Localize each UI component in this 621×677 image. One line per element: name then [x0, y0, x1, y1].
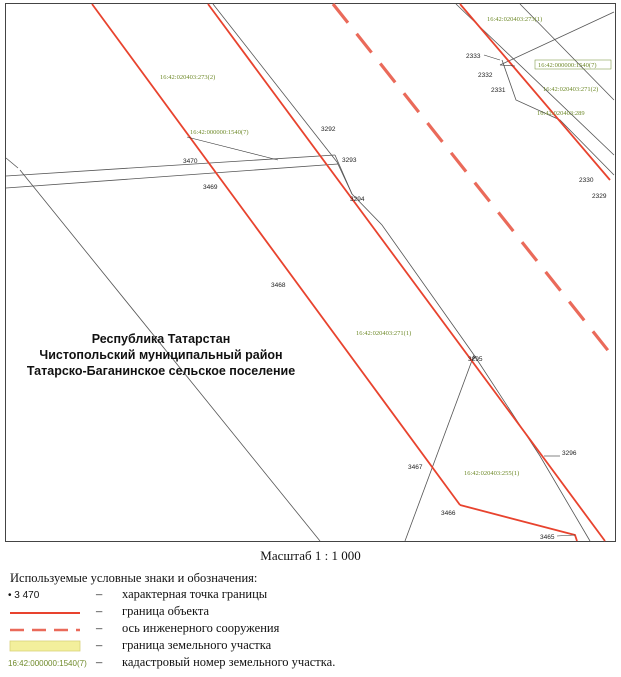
dashed-line-swatch: [8, 621, 83, 638]
red-line-swatch: [8, 604, 83, 621]
cadastral-labels: [160, 16, 611, 477]
map-scale: Масштаб 1 : 1 000: [260, 548, 361, 563]
legend-dash: –: [96, 655, 103, 669]
point-label: 2332: [478, 72, 493, 79]
legend-point-sample: • 3 470: [8, 590, 40, 601]
region-line: Татарско-Баганинское сельское поселение: [26, 364, 296, 378]
point-label: 2333: [466, 53, 481, 60]
parcel-lines: [6, 4, 614, 541]
cadastral-label: 16:42:000000:1540(7): [538, 62, 597, 69]
legend-title: Используемые условные знаки и обозначения:: [10, 571, 258, 585]
legend-row-cadastral: [8, 655, 608, 672]
legend-dash: –: [96, 604, 103, 618]
point-label: 3470: [183, 158, 198, 165]
cadastral-label: 16:42:020403:271(1): [356, 330, 412, 337]
leader-lines: [187, 55, 575, 536]
cadastral-label: 16:42:020403:271(2): [543, 86, 599, 93]
region-caption: [27, 332, 295, 378]
legend-cadastral-sample: 16:42:000000:1540(7): [8, 659, 87, 668]
legend-row-parcel-boundary: [8, 638, 608, 655]
point-label: 3466: [441, 510, 456, 517]
legend-dash: –: [96, 638, 103, 652]
legend-row-engineering-axis: [8, 621, 608, 638]
object-boundaries: [92, 4, 610, 541]
point-label: 2331: [491, 87, 506, 94]
region-line: Чистопольский муниципальный район: [39, 348, 283, 362]
legend-row-object-boundary: [8, 604, 608, 621]
cadastral-label: 16:42:000000:1540(7): [190, 129, 249, 136]
point-label: 3294: [350, 196, 365, 203]
region-line: Республика Татарстан: [91, 332, 231, 346]
point-label: 3293: [342, 157, 357, 164]
cadastral-label: 16:42:020403:289: [537, 110, 585, 117]
legend-dash: –: [96, 621, 103, 635]
point-label: 3295: [468, 356, 483, 363]
point-labels: [183, 53, 607, 541]
cadastral-label: 16:42:020403:255(1): [464, 470, 520, 477]
point-label: 3467: [408, 464, 423, 471]
legend-row-point: [8, 587, 608, 604]
point-label: 2329: [592, 193, 607, 200]
legend-dash: –: [96, 587, 103, 601]
point-label: 2330: [579, 177, 594, 184]
point-label: 3296: [562, 450, 577, 457]
legend-text: кадастровый номер земельного участка.: [122, 655, 336, 669]
point-label: 3465: [540, 534, 555, 541]
point-label: 3292: [321, 126, 336, 133]
point-label: 3468: [271, 282, 286, 289]
legend-text: характерная точка границы: [122, 587, 268, 601]
legend-text: граница объекта: [122, 604, 210, 618]
yellow-box-swatch: [8, 638, 83, 655]
legend-text: граница земельного участка: [122, 638, 272, 652]
point-label: 3469: [203, 184, 218, 191]
cadastral-label: 16:42:020403:273(2): [160, 74, 216, 81]
map-frame: [6, 4, 616, 542]
legend-text: ось инженерного сооружения: [122, 621, 280, 635]
cadastral-label: 16:42:020403:273(1): [487, 16, 543, 23]
